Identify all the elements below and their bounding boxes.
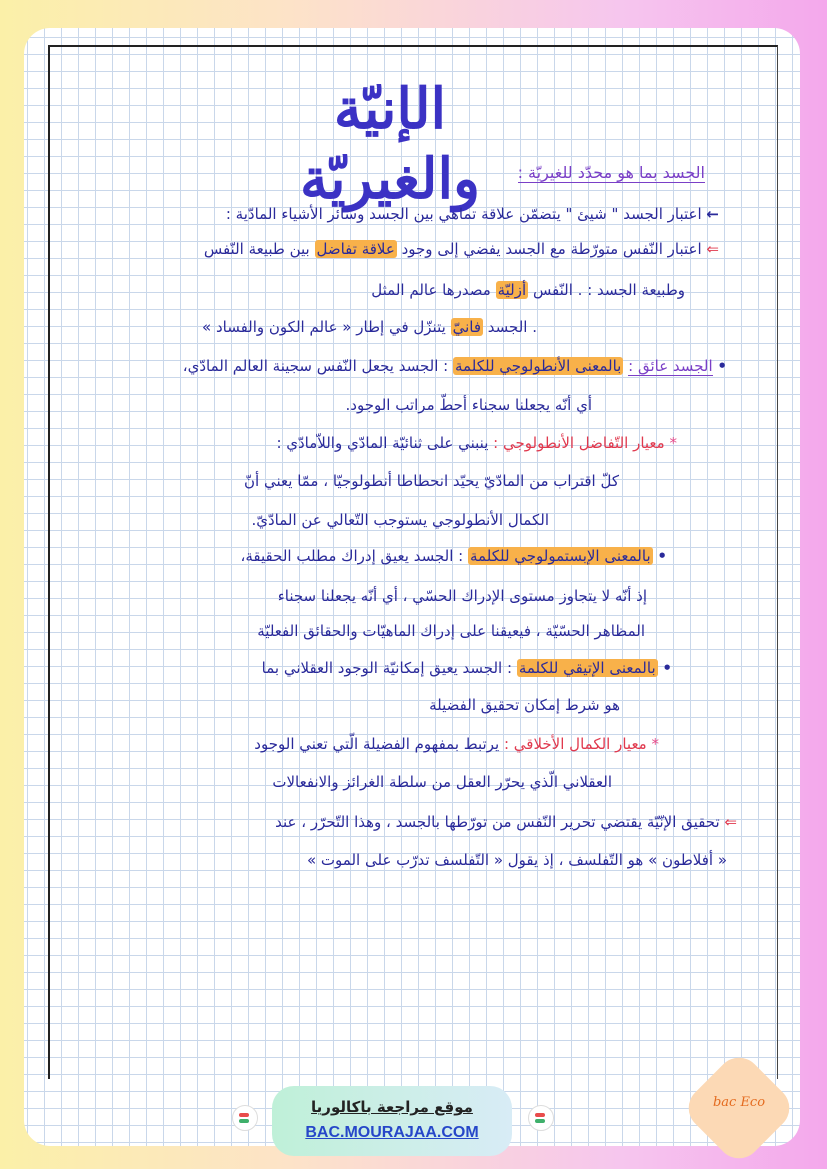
site-url-link[interactable]: BAC.MOURAJAA.COM — [305, 1124, 479, 1141]
section-heading: الجسد بما هو محدّد للغيريّة : — [517, 163, 705, 182]
brand-badge-text: bac Eco — [712, 1095, 766, 1110]
site-banner[interactable] — [272, 1086, 512, 1156]
text-line: • الجسد عائق : بالمعنى الأنطولوجي للكلمة : الجسد يجعل النّفس سجينة العالم المادّي، — [182, 357, 727, 375]
text-line: * معيار الكمال الأخلاقي : يرتبط بمفهوم الفضيلة الّتي تعني الوجود — [254, 735, 659, 753]
text-line: ← اعتبار الجسد " شيئ " يتضمّن علاقة تماهي بين الجسد وسائر الأشياء المادّية : — [225, 205, 719, 223]
text-line: • بالمعنى الإتيقي للكلمة : الجسد يعيق إمكانيّة الوجود العقلاني بما — [261, 659, 672, 677]
text-line: ⇐ اعتبار النّفس متورّطة مع الجسد يفضي إلى وجود علاقة تفاضل بين طبيعة النّفس — [203, 240, 719, 258]
text-line: إذ أنّه لا يتجاوز مستوى الإدراك الحسّي ، أي أنّه يجعلنا سجناء — [277, 587, 647, 605]
page-title: الإنيّة والغيريّة — [299, 76, 481, 212]
text-line: • بالمعنى الإبستمولوجي للكلمة : الجسد يعيق إدراك مطلب الحقيقة، — [240, 547, 667, 565]
text-line: الكمال الأنطولوجي يستوجب التّعالي عن المادّيّ. — [251, 511, 549, 529]
text-line: ⇐ تحقيق الإنّيّة يقتضي تحرير النّفس من تورّطها بالجسد ، وهذا التّحرّر ، عند — [275, 813, 737, 831]
site-name-arabic[interactable]: موقع مراجعة باكالوريا — [311, 1098, 473, 1116]
text-line: « أفلاطون » هو التّفلسف ، إذ يقول « التّفلسف تدرّب على الموت » — [306, 851, 727, 869]
text-line: * معيار التّفاضل الأنطولوجي : ينبني على ثنائيّة المادّي واللاّمادّي : — [276, 434, 677, 452]
books-logo-icon — [232, 1105, 258, 1131]
text-line: أي أنّه يجعلنا سجناء أحطّ مراتب الوجود. — [345, 396, 592, 414]
text-line: كلّ اقتراب من المادّيّ يحيّد انحطاطا أنطولوجيّا ، ممّا يعني أنّ — [244, 472, 619, 490]
text-line: العقلاني الّذي يحرّر العقل من سلطة الغرائز والانفعالات — [272, 773, 612, 791]
text-line: هو شرط إمكان تحقيق الفضيلة — [429, 696, 620, 714]
text-line: المظاهر الحسّيّة ، فيعيقنا على إدراك الماهيّات والحقائق الفعليّة — [257, 622, 645, 640]
text-line: . الجسد فانيّ يتنزّل في إطار « عالم الكون والفساد » — [202, 318, 537, 336]
books-logo-icon — [528, 1105, 554, 1131]
text-line: وطبيعة الجسد : . النّفس أزليّة مصدرها عالم المثل — [371, 281, 685, 299]
